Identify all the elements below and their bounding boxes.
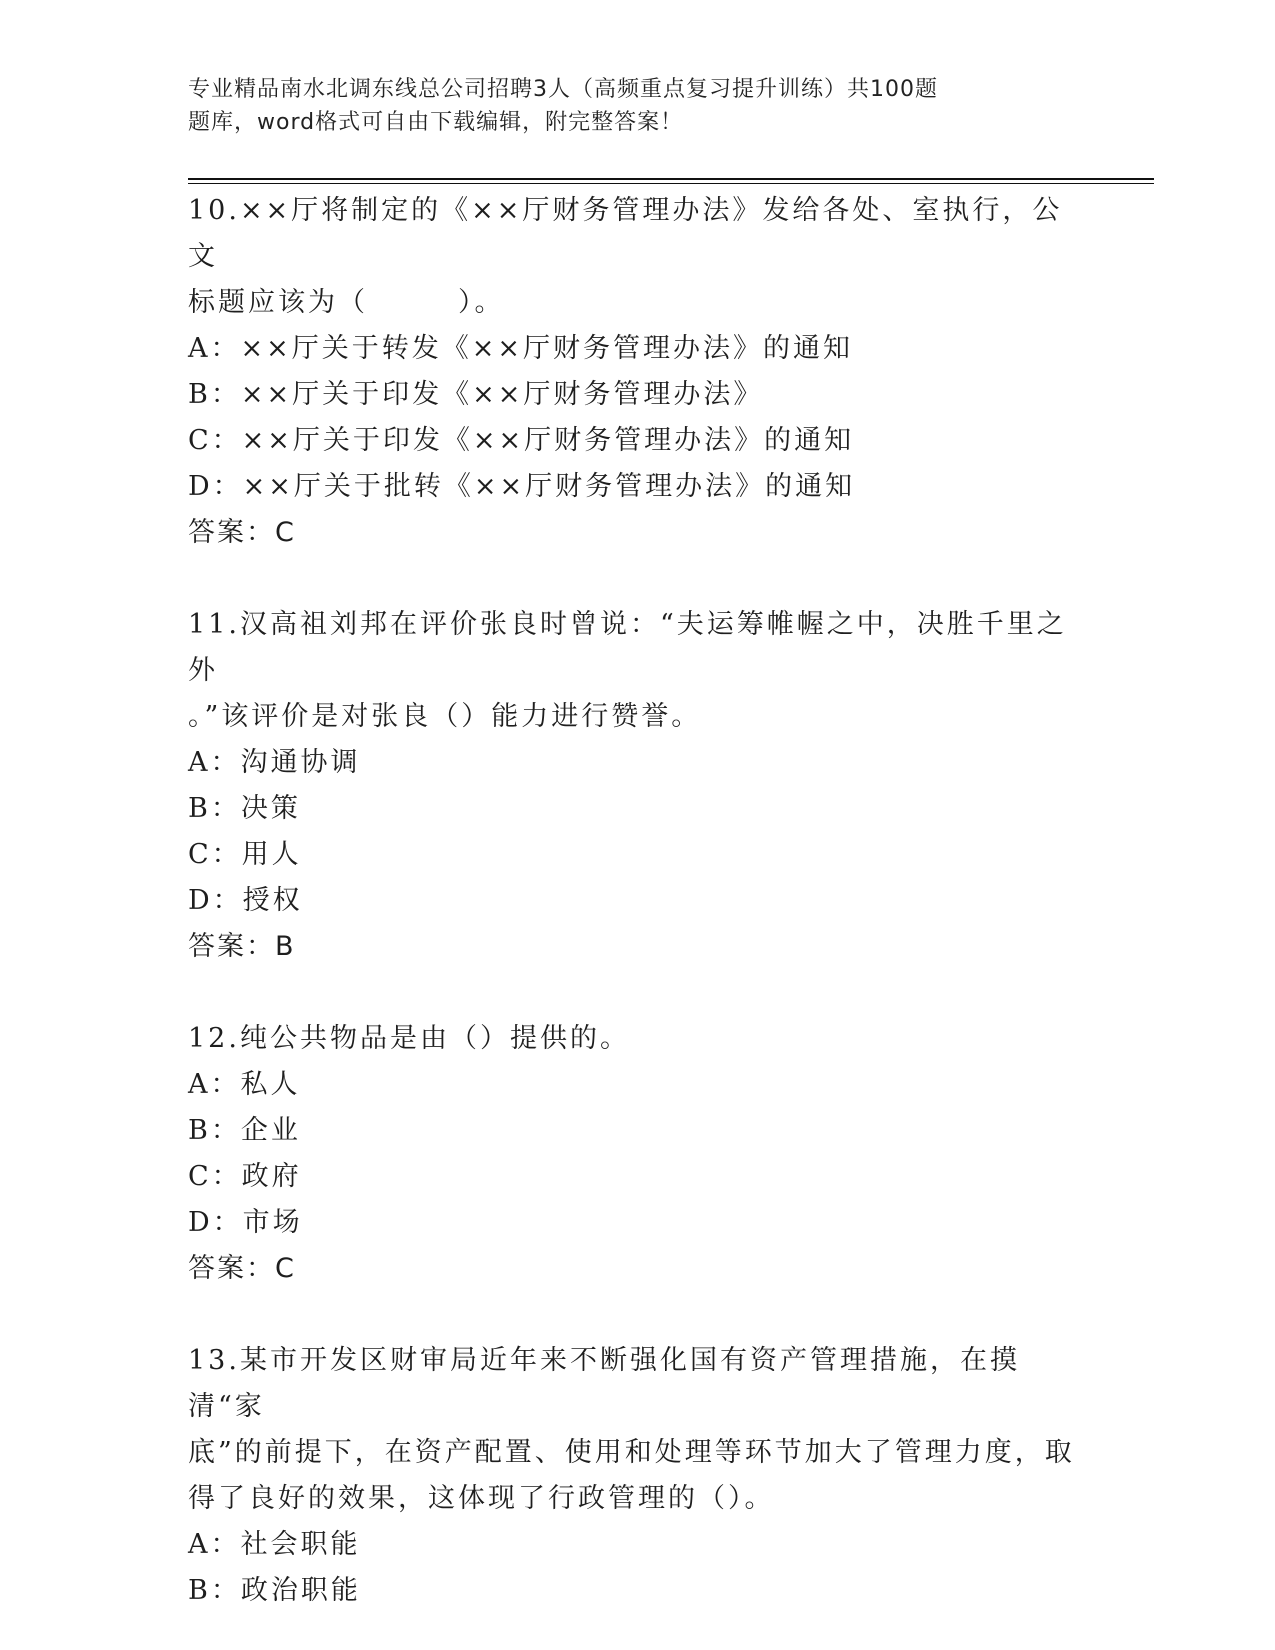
question-11 (188, 602, 1088, 970)
header-divider-thin (188, 183, 1154, 184)
question-stem-line: 10.××厅将制定的《××厅财务管理办法》发给各处、室执行，公文 (188, 195, 1063, 272)
question-spacer (188, 970, 1088, 1016)
option-b: B：决策 (188, 793, 301, 824)
option-b: B：企业 (188, 1115, 301, 1146)
question-spacer (188, 556, 1088, 602)
option-a: A：社会职能 (188, 1529, 361, 1560)
question-10 (188, 188, 1088, 556)
header-divider-thick (188, 178, 1154, 180)
question-list (188, 188, 1088, 1614)
question-spacer (188, 1292, 1088, 1338)
option-a: A：××厅关于转发《××厅财务管理办法》的通知 (188, 333, 853, 364)
question-13 (188, 1338, 1088, 1614)
header-line-1: 专业精品南水北调东线总公司招聘3人（高频重点复习提升训练）共100题 (188, 77, 938, 102)
question-stem-line: 得了良好的效果，这体现了行政管理的（）。 (188, 1483, 775, 1514)
option-d: D：市场 (188, 1207, 303, 1238)
answer-line: 答案：B (188, 931, 296, 962)
question-stem-line: 标题应该为（ ）。 (188, 287, 505, 318)
question-12 (188, 1016, 1088, 1292)
option-d: D：××厅关于批转《××厅财务管理办法》的通知 (188, 471, 856, 502)
option-d: D：授权 (188, 885, 303, 916)
option-a: A：私人 (188, 1069, 301, 1100)
option-b: B：政治职能 (188, 1575, 361, 1606)
answer-line: 答案：C (188, 517, 296, 548)
option-c: C：政府 (188, 1161, 302, 1192)
question-stem-line: 。”该评价是对张良（）能力进行赞誉。 (188, 701, 702, 732)
header-line-2: 题库，word格式可自由下载编辑，附完整答案！ (188, 110, 684, 135)
option-c: C：用人 (188, 839, 302, 870)
question-stem-line: 12.纯公共物品是由（）提供的。 (188, 1023, 630, 1054)
document-header (188, 73, 1018, 139)
option-a: A：沟通协调 (188, 747, 361, 778)
question-stem-line: 11.汉高祖刘邦在评价张良时曾说：“夫运筹帷幄之中，决胜千里之外 (188, 609, 1067, 686)
question-stem-line: 底”的前提下，在资产配置、使用和处理等环节加大了管理力度，取 (188, 1437, 1075, 1468)
option-b: B：××厅关于印发《××厅财务管理办法》 (188, 379, 764, 410)
question-stem-line: 13.某市开发区财审局近年来不断强化国有资产管理措施，在摸清“家 (188, 1345, 1020, 1422)
option-c: C：××厅关于印发《××厅财务管理办法》的通知 (188, 425, 855, 456)
answer-line: 答案：C (188, 1253, 296, 1284)
